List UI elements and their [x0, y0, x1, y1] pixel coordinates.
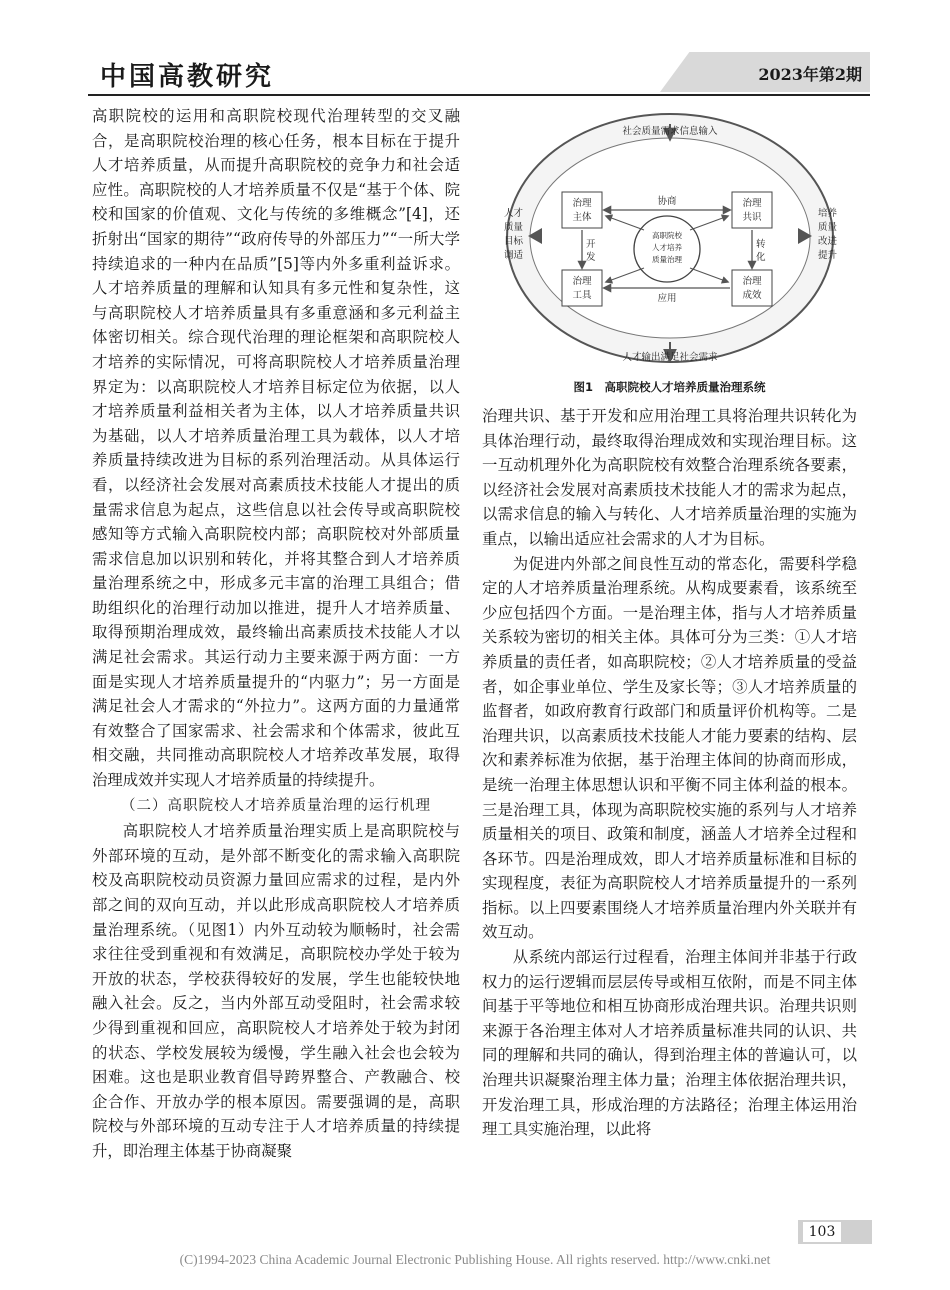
journal-title: 中国高教研究: [100, 62, 275, 92]
top-label: 社会质量需求信息输入: [622, 126, 718, 137]
page-number: 103: [803, 1222, 841, 1242]
section-subheading: （二）高职院校人才培养质量治理的运行机理: [121, 797, 431, 814]
left-label: 人才质量目标调适: [504, 208, 524, 261]
header-rule: [88, 94, 870, 96]
svg-text:开发: 开发: [586, 239, 596, 263]
svg-text:协商: 协商: [657, 196, 677, 207]
svg-text:治理主体: 治理主体: [572, 198, 592, 223]
right-label: 培养质量改进提升: [818, 208, 838, 261]
svg-text:治理共识: 治理共识: [742, 198, 762, 223]
paragraph: 治理共识、基于开发和应用治理工具将治理共识转化为具体治理行动，最终取得治理成效和实现治理目标。这一互动机理外化为高职院校有效整合治理系统各要素，以经济社会发展对高素质技术技能人才的需求为起点，以需求信息的输入与转化、人才培养质量治理的实施为重点，以输出适应社会需求的人才为目标。: [482, 407, 857, 548]
figure-1: [482, 104, 857, 404]
bottom-label: 人才输出满足社会需求: [622, 352, 718, 363]
svg-text:治理工具: 治理工具: [572, 276, 592, 301]
right-column: [482, 404, 857, 1142]
left-column: [92, 104, 460, 1164]
figure-caption: 图1 高职院校人才培养质量治理系统: [573, 380, 766, 394]
svg-text:应用: 应用: [657, 293, 677, 304]
svg-text:治理成效: 治理成效: [742, 276, 762, 301]
governance-system-diagram: [482, 104, 857, 404]
page-header: [88, 52, 870, 92]
paragraph: 从系统内部运行过程看，治理主体间并非基于行政权力的运行逻辑而层层传导或相互依附，而是不同主体间基于平等地位和相互协商形成治理共识。治理共识则来源于各治理主体对人才培养质量标准共同的认识、共同的理解和共同的确认，得到治理主体的普遍认可，以治理共识凝聚治理主体力量；治理主体依据治理共识，开发治理工具，形成治理的方法路径；治理主体运用治理工具实施治理，以此将: [482, 948, 857, 1139]
paragraph: 高职院校人才培养质量治理实质上是高职院校与外部环境的互动，是外部不断变化的需求输入高职院校及高职院校动员资源力量回应需求的过程，是内外部之间的双向互动，并以此形成高职院校人才培养质量治理系统。（见图1）内外互动较为顺畅时，社会需求往往受到重视和有效满足，高职院校办学处于较为开放的状态，学校获得较好的发展，学生也能较快地融入社会。反之，当内外部互动受阻时，社会需求较少得到重视和回应，高职院校人才培养处于较为封闭的状态、学校发展较为缓慢，学生融入社会也会较为困难。这也是职业教育倡导跨界整合、产教融合、校企合作、开放办学的根本原因。需要强调的是，高职院校与外部环境的互动专注于人才培养质量的持续提升，即治理主体基于协商凝聚: [92, 822, 460, 1160]
svg-text:转化: 转化: [756, 239, 766, 263]
center-label: 高职院校人才培养质量治理: [652, 231, 682, 264]
copyright-footer: (C)1994-2023 China Academic Journal Electronic Publishing House. All rights reserved. http://www.cnki.net: [179, 1252, 771, 1267]
paragraph: 为促进内外部之间良性互动的常态化，需要科学稳定的人才培养质量治理系统。从构成要素看，该系统至少应包括四个方面。一是治理主体，指与人才培养质量关系较为密切的相关主体。具体可分为三类：①人才培养质量的责任者，如高职院校；②人才培养质量的受益者，如企事业单位、学生及家长等；③人才培养质量的监督者，如政府教育行政部门和质量评价机构等。二是治理共识，以高素质技术技能人才能力要素的结构、层次和素养标准为依据，基于治理主体间的协商而形成，是统一治理主体思想认识和平衡不同主体利益的根本。三是治理工具，体现为高职院校实施的系列与人才培养质量相关的项目、政策和制度，涵盖人才培养全过程和各环节。四是治理成效，即人才培养质量标准和目标的实现程度，表征为高职院校人才培养质量提升的一系列指标。以上四要素围绕人才培养质量治理内外关联并有效互动。: [482, 554, 857, 942]
paragraph: 高职院校的运用和高职院校现代治理转型的交叉融合，是高职院校治理的核心任务，根本目标在于提升人才培养质量，从而提升高职院校的竞争力和社会适应性。高职院校的人才培养质量不仅是“基于个体、院校和国家的价值观、文化与传统的多维概念”[4]，还折射出“国家的期待”“政府传导的外部压力”“一所大学持续追求的一种内在品质”[5]等内外多重利益诉求。人才培养质量的理解和认知具有多元性和复杂性，这与高职院校人才培养质量具有多重意涵和多元利益主体密切相关。综合现代治理的理论框架和高职院校人才培养的实际情况，可将高职院校人才培养质量治理界定为：以高职院校人才培养目标定位为依据，以人才培养质量利益相关者为主体，以人才培养质量共识为基础，以人才培养质量治理工具为载体，以人才培养质量持续改进为目标的系列治理活动。从具体运行看，以经济社会发展对高素质技术技能人才提出的质量需求信息为起点，这些信息以社会传导或高职院校感知等方式输入高职院校内部；高职院校对外部质量需求信息加以识别和转化，并将其整合到人才培养质量治理系统之中，形成多元丰富的治理工具组合；借助组织化的治理行动加以推进，提升人才培养质量、取得预期治理成效，最终输出高素质技术技能人才以满足社会需求。其运行动力主要来源于两方面：一方面是实现人才培养质量提升的“内驱力”；另一方面是满足社会人才需求的“外拉力”。这两方面的力量通常有效整合了国家需求、社会需求和个体需求，彼此互相交融，共同推动高职院校人才培养改革发展，取得治理成效并实现人才培养质量的持续提升。: [92, 107, 460, 790]
issue-label: 2023年第2期: [758, 65, 862, 84]
